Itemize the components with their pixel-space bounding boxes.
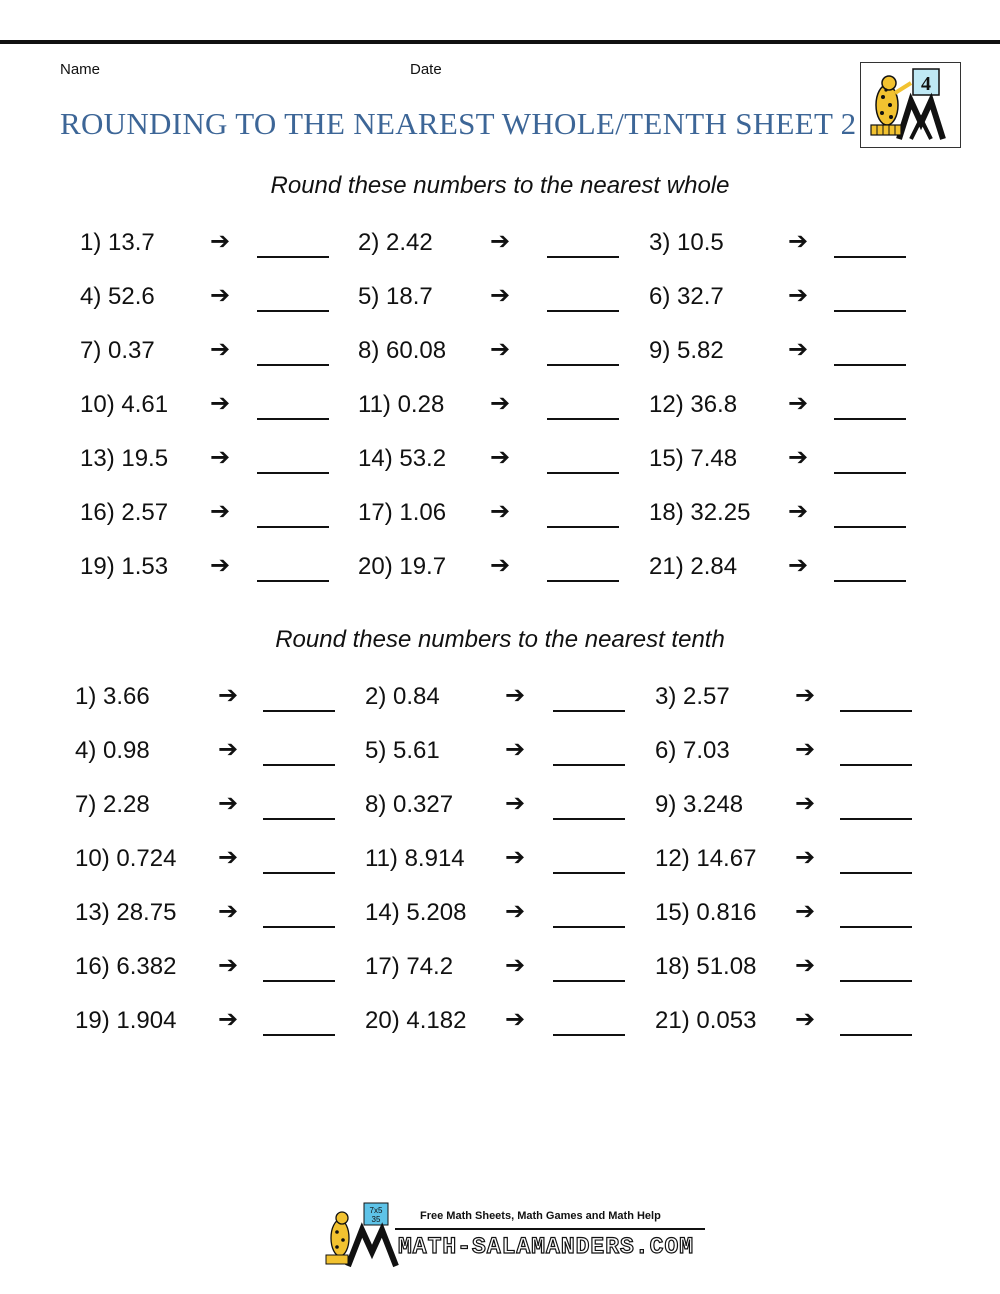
whole-problem: 10) 4.61	[80, 391, 169, 418]
arrow-icon: ➔	[218, 844, 239, 871]
tenth-problem: 15) 0.816	[655, 899, 757, 926]
arrow-icon: ➔	[795, 844, 816, 871]
arrow-icon: ➔	[505, 844, 526, 871]
answer-blank[interactable]	[834, 256, 906, 258]
tenth-problem: 11) 8.914	[365, 845, 465, 872]
arrow-icon: ➔	[795, 682, 816, 709]
whole-problem: 8) 60.08	[358, 337, 447, 364]
answer-blank[interactable]	[257, 580, 329, 582]
arrow-icon: ➔	[788, 336, 809, 363]
tenth-problem: 16) 6.382	[75, 953, 177, 980]
arrow-icon: ➔	[505, 682, 526, 709]
whole-problem: 21) 2.84	[649, 553, 738, 580]
tenth-problem: 18) 51.08	[655, 953, 757, 980]
arrow-icon: ➔	[788, 282, 809, 309]
arrow-icon: ➔	[795, 790, 816, 817]
logo-fraction-top: 7x5	[369, 1206, 383, 1215]
footer-rule	[395, 1228, 705, 1230]
arrow-icon: ➔	[505, 898, 526, 925]
arrow-icon: ➔	[505, 736, 526, 763]
arrow-icon: ➔	[795, 898, 816, 925]
answer-blank[interactable]	[257, 364, 329, 366]
footer	[320, 1200, 720, 1270]
arrow-icon: ➔	[218, 790, 239, 817]
arrow-icon: ➔	[218, 1006, 239, 1033]
answer-blank[interactable]	[834, 472, 906, 474]
whole-problem: 14) 53.2	[358, 445, 447, 472]
arrow-icon: ➔	[795, 736, 816, 763]
tenth-problem: 19) 1.904	[75, 1007, 177, 1034]
whole-problem: 11) 0.28	[358, 391, 445, 418]
answer-blank[interactable]	[257, 310, 329, 312]
logo-fraction-bottom: 35	[371, 1215, 381, 1224]
whole-problem: 1) 13.7	[80, 229, 155, 256]
answer-blank[interactable]	[257, 418, 329, 420]
answer-blank[interactable]	[840, 1034, 912, 1036]
answer-blank[interactable]	[263, 980, 335, 982]
arrow-icon: ➔	[505, 1006, 526, 1033]
arrow-icon: ➔	[218, 682, 239, 709]
footer-brand: MATH-SALAMANDERS.COM	[398, 1234, 695, 1260]
answer-blank[interactable]	[840, 764, 912, 766]
answer-blank[interactable]	[547, 256, 619, 258]
tenth-problem: 12) 14.67	[655, 845, 757, 872]
tenth-problem: 20) 4.182	[365, 1007, 467, 1034]
arrow-icon: ➔	[218, 952, 239, 979]
arrow-icon: ➔	[795, 952, 816, 979]
answer-blank[interactable]	[840, 926, 912, 928]
section-heading-whole: Round these numbers to the nearest whole	[270, 172, 730, 199]
arrow-icon: ➔	[788, 498, 809, 525]
whole-problem: 18) 32.25	[649, 499, 751, 526]
whole-problem: 16) 2.57	[80, 499, 169, 526]
name-label: Name	[60, 61, 101, 78]
answer-blank[interactable]	[834, 580, 906, 582]
answer-blank[interactable]	[263, 1034, 335, 1036]
whole-problem: 15) 7.48	[649, 445, 738, 472]
whole-problem: 5) 18.7	[358, 283, 433, 310]
arrow-icon: ➔	[210, 228, 231, 255]
arrow-icon: ➔	[210, 282, 231, 309]
answer-blank[interactable]	[553, 980, 625, 982]
arrow-icon: ➔	[490, 552, 511, 579]
page-title: ROUNDING TO THE NEAREST WHOLE/TENTH SHEET 2	[60, 106, 857, 141]
arrow-icon: ➔	[788, 552, 809, 579]
arrow-icon: ➔	[490, 228, 511, 255]
tenth-problem: 21) 0.053	[655, 1007, 757, 1034]
answer-blank[interactable]	[840, 818, 912, 820]
arrow-icon: ➔	[210, 498, 231, 525]
whole-problem: 9) 5.82	[649, 337, 724, 364]
answer-blank[interactable]	[547, 580, 619, 582]
answer-blank[interactable]	[263, 818, 335, 820]
answer-blank[interactable]	[840, 710, 912, 712]
tenth-problem: 13) 28.75	[75, 899, 177, 926]
arrow-icon: ➔	[490, 390, 511, 417]
logo	[860, 62, 961, 148]
arrow-icon: ➔	[218, 736, 239, 763]
arrow-icon: ➔	[210, 390, 231, 417]
arrow-icon: ➔	[490, 282, 511, 309]
answer-blank[interactable]	[840, 980, 912, 982]
whole-problem: 20) 19.7	[358, 553, 447, 580]
whole-problem: 2) 2.42	[358, 229, 433, 256]
answer-blank[interactable]	[547, 472, 619, 474]
arrow-icon: ➔	[210, 444, 231, 471]
arrow-icon: ➔	[490, 444, 511, 471]
salamander-footer-icon	[320, 1200, 400, 1270]
tenth-problem: 14) 5.208	[365, 899, 467, 926]
top-rule	[0, 40, 1000, 44]
answer-blank[interactable]	[257, 472, 329, 474]
whole-problem: 17) 1.06	[358, 499, 447, 526]
tenth-problem: 7) 2.28	[75, 791, 150, 818]
arrow-icon: ➔	[788, 444, 809, 471]
answer-blank[interactable]	[553, 710, 625, 712]
answer-blank[interactable]	[263, 764, 335, 766]
tenth-problem: 9) 3.248	[655, 791, 744, 818]
whole-problem: 19) 1.53	[80, 553, 169, 580]
whole-problem: 13) 19.5	[80, 445, 169, 472]
answer-blank[interactable]	[547, 310, 619, 312]
answer-blank[interactable]	[547, 418, 619, 420]
tenth-problem: 1) 3.66	[75, 683, 150, 710]
answer-blank[interactable]	[257, 526, 329, 528]
answer-blank[interactable]	[834, 418, 906, 420]
footer-tagline: Free Math Sheets, Math Games and Math Help	[420, 1210, 661, 1222]
arrow-icon: ➔	[788, 390, 809, 417]
answer-blank[interactable]	[553, 818, 625, 820]
arrow-icon: ➔	[788, 228, 809, 255]
answer-blank[interactable]	[834, 310, 906, 312]
logo-grade: 4	[921, 73, 931, 95]
arrow-icon: ➔	[490, 336, 511, 363]
whole-problem: 12) 36.8	[649, 391, 738, 418]
arrow-icon: ➔	[218, 898, 239, 925]
arrow-icon: ➔	[505, 952, 526, 979]
answer-blank[interactable]	[547, 364, 619, 366]
answer-blank[interactable]	[553, 764, 625, 766]
answer-blank[interactable]	[834, 526, 906, 528]
tenth-problem: 8) 0.327	[365, 791, 454, 818]
tenth-problem: 17) 74.2	[365, 953, 454, 980]
tenth-problem: 3) 2.57	[655, 683, 730, 710]
answer-blank[interactable]	[257, 256, 329, 258]
answer-blank[interactable]	[553, 872, 625, 874]
whole-problem: 3) 10.5	[649, 229, 724, 256]
whole-problem: 6) 32.7	[649, 283, 724, 310]
answer-blank[interactable]	[840, 872, 912, 874]
whole-problem: 7) 0.37	[80, 337, 155, 364]
answer-blank[interactable]	[263, 872, 335, 874]
answer-blank[interactable]	[263, 926, 335, 928]
arrow-icon: ➔	[505, 790, 526, 817]
tenth-problem: 10) 0.724	[75, 845, 177, 872]
arrow-icon: ➔	[795, 1006, 816, 1033]
tenth-problem: 2) 0.84	[365, 683, 440, 710]
date-label: Date	[410, 61, 442, 78]
arrow-icon: ➔	[490, 498, 511, 525]
arrow-icon: ➔	[210, 336, 231, 363]
answer-blank[interactable]	[547, 526, 619, 528]
tenth-problem: 5) 5.61	[365, 737, 440, 764]
answer-blank[interactable]	[834, 364, 906, 366]
tenth-problem: 4) 0.98	[75, 737, 150, 764]
section-heading-tenth: Round these numbers to the nearest tenth	[275, 626, 725, 653]
tenth-problem: 6) 7.03	[655, 737, 730, 764]
salamander-logo-icon	[861, 63, 960, 147]
arrow-icon: ➔	[210, 552, 231, 579]
answer-blank[interactable]	[553, 926, 625, 928]
answer-blank[interactable]	[553, 1034, 625, 1036]
answer-blank[interactable]	[263, 710, 335, 712]
whole-problem: 4) 52.6	[80, 283, 155, 310]
